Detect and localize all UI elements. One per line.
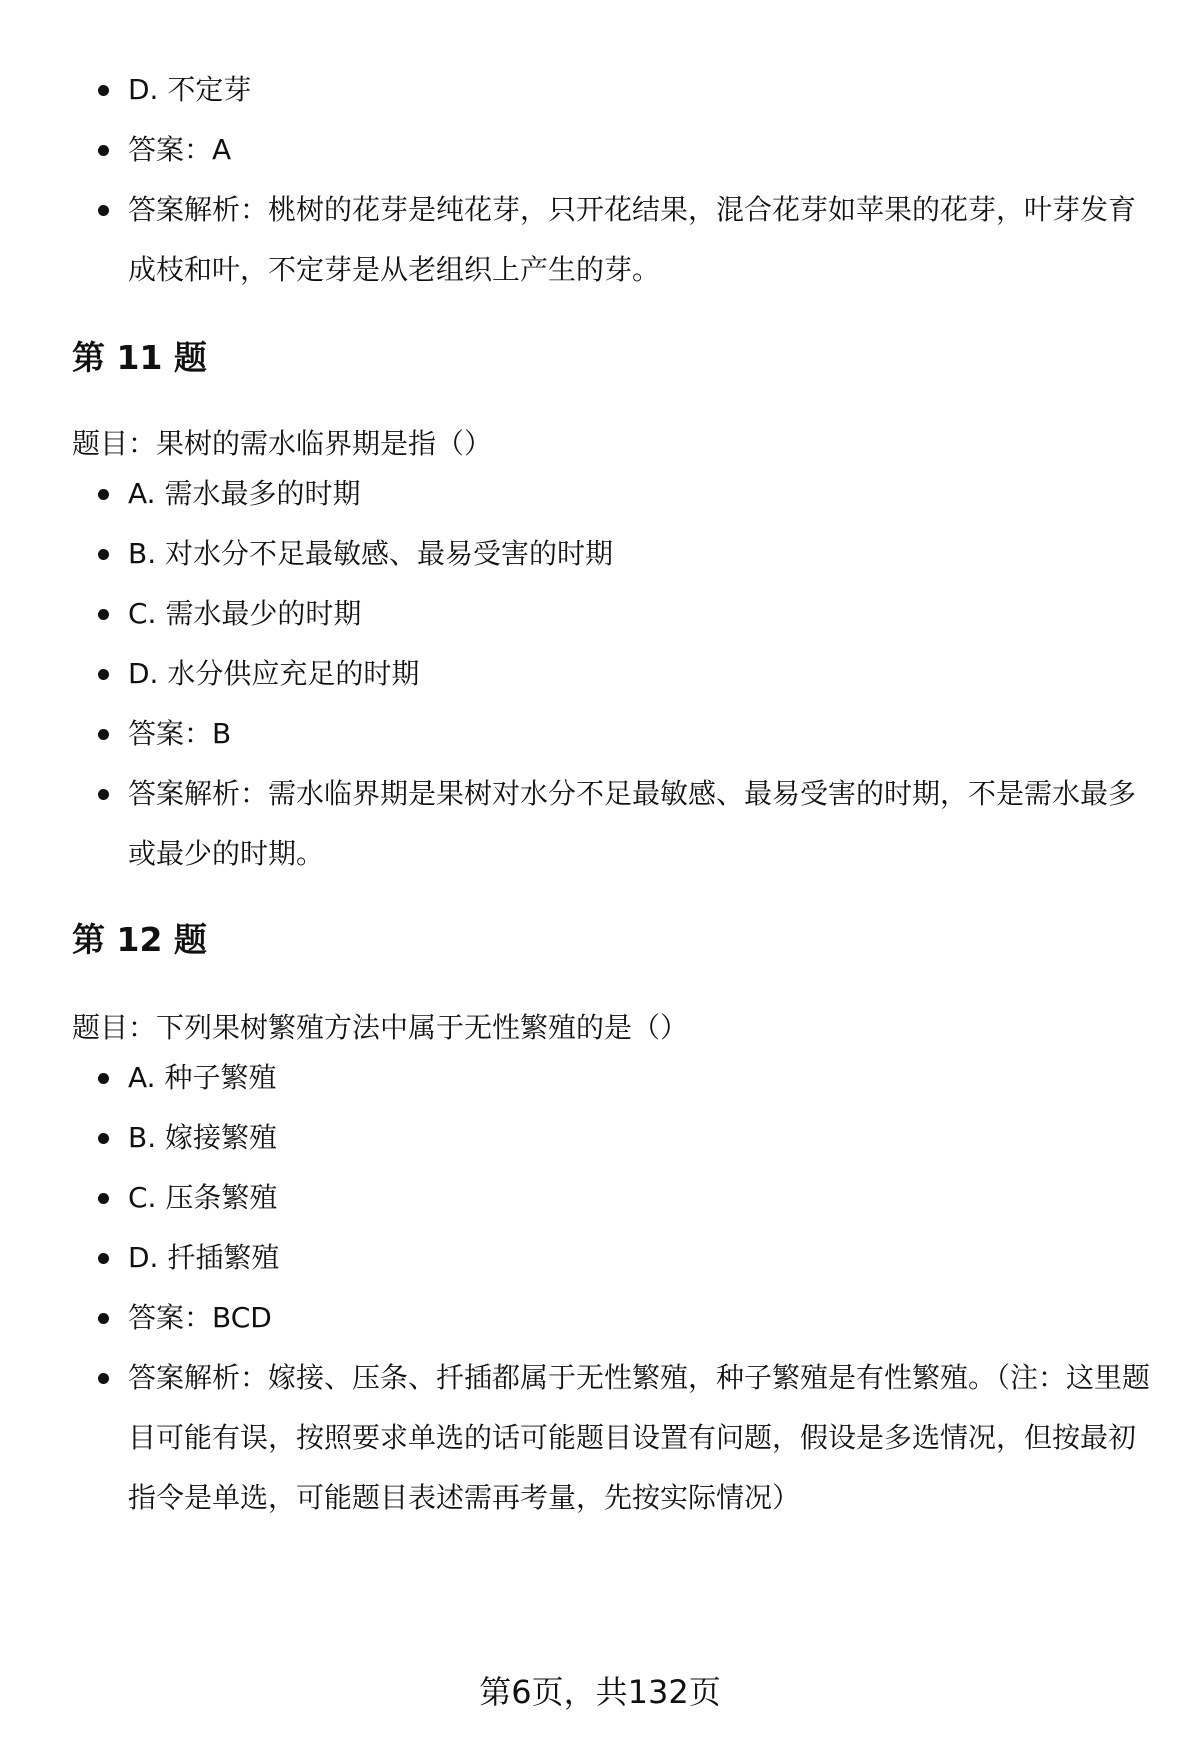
option-b: B. 对水分不足最敏感、最易受害的时期 — [128, 524, 1152, 584]
option-c: C. 需水最少的时期 — [128, 584, 1152, 644]
answer-explanation: 答案解析：需水临界期是果树对水分不足最敏感、最易受害的时期，不是需水最多或最少的时期。 — [128, 764, 1152, 884]
question-11-stem: 题目：果树的需水临界期是指（） — [72, 427, 493, 460]
option-b: B. 嫁接繁殖 — [128, 1108, 1152, 1168]
answer-explanation: 答案解析：嫁接、压条、扦插都属于无性繁殖，种子繁殖是有性繁殖。（注：这里题目可能有误，按照要求单选的话可能题目设置有问题，假设是多选情况，但按最初指令是单选，可能题目表述需再考量，先按实际情况） — [128, 1348, 1152, 1528]
option-c: C. 压条繁殖 — [128, 1168, 1152, 1228]
answer-explanation: 答案解析：桃树的花芽是纯花芽，只开花结果，混合花芽如苹果的花芽，叶芽发育成枝和叶，不定芽是从老组织上产生的芽。 — [128, 180, 1152, 300]
question-10-options — [72, 60, 1152, 300]
question-12-options — [72, 1048, 1152, 1528]
question-12-stem: 题目：下列果树繁殖方法中属于无性繁殖的是（） — [72, 1011, 689, 1044]
question-12-heading: 第 12 题 — [72, 920, 207, 959]
page-number: 第6页，共132页 — [479, 1673, 721, 1711]
option-a: A. 需水最多的时期 — [128, 464, 1152, 524]
option-d: D. 扦插繁殖 — [128, 1228, 1152, 1288]
option-d: D. 不定芽 — [128, 60, 1152, 120]
answer: 答案：BCD — [128, 1288, 1152, 1348]
option-d: D. 水分供应充足的时期 — [128, 644, 1152, 704]
option-a: A. 种子繁殖 — [128, 1048, 1152, 1108]
answer: 答案：A — [128, 120, 1152, 180]
page-content — [72, 60, 1152, 1528]
question-11-options — [72, 464, 1152, 884]
question-11-heading: 第 11 题 — [72, 338, 207, 377]
answer: 答案：B — [128, 704, 1152, 764]
